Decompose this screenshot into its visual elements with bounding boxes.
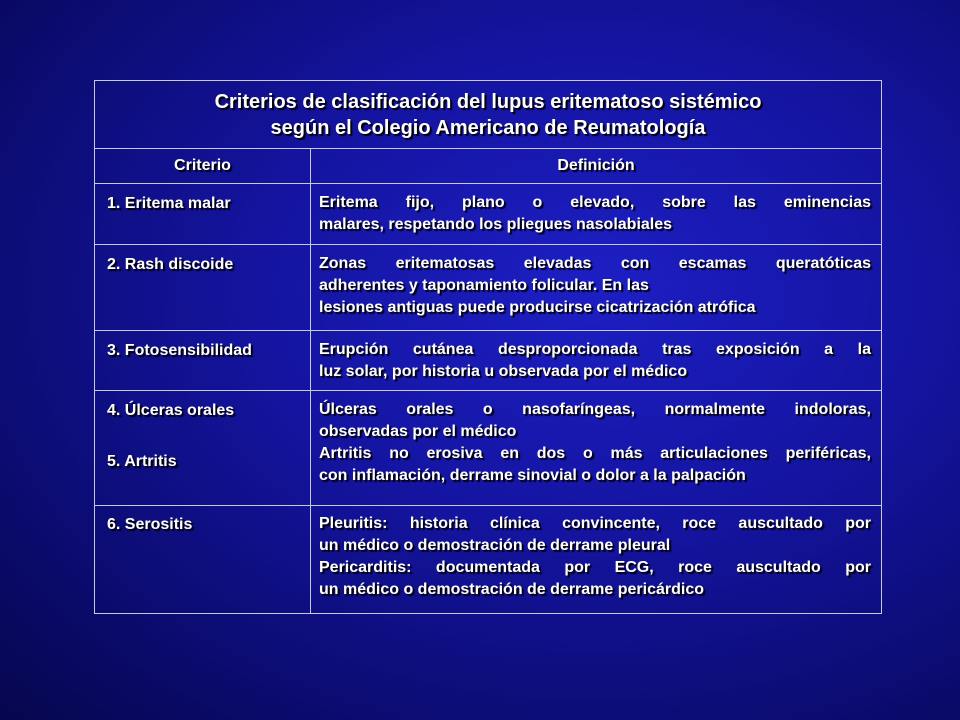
criterio-cell: 6. Serositis <box>107 516 193 533</box>
table-title-line-1: Criterios de clasificación del lupus eritematoso sistémico <box>214 90 762 113</box>
definicion-line: Erupción cutánea desproporcionada tras exposición a la <box>319 341 871 358</box>
criteria-table <box>94 80 882 614</box>
definicion-cell <box>319 513 871 601</box>
definicion-line: malares, respetando los pliegues nasolabiales <box>319 216 673 233</box>
definicion-line: Artritis no erosiva en dos o más articulaciones periféricas, <box>319 445 871 462</box>
definicion-line: observadas por el médico <box>319 423 517 440</box>
table-divider <box>95 183 881 184</box>
definicion-line: adherentes y taponamiento folicular. En las <box>319 277 649 294</box>
criterio-cell: 2. Rash discoide <box>107 256 234 273</box>
definicion-line: luz solar, por historia u observada por el médico <box>319 363 688 380</box>
table-title-line-2: según el Colegio Americano de Reumatología <box>270 116 706 139</box>
definicion-line: un médico o demostración de derrame pericárdico <box>319 581 704 598</box>
table-title <box>95 81 881 149</box>
definicion-line: con inflamación, derrame sinovial o dolor a la palpación <box>319 467 746 484</box>
header-definicion: Definición <box>557 157 635 174</box>
definicion-line: Eritema fijo, plano o elevado, sobre las eminencias <box>319 194 871 211</box>
definicion-line: Zonas eritematosas elevadas con escamas queratóticas <box>319 255 871 272</box>
column-divider <box>310 149 311 613</box>
definicion-line: Pleuritis: historia clínica convincente, roce auscultado por <box>319 515 871 532</box>
table-divider <box>95 244 881 245</box>
criterio-cell: 4. Úlceras orales <box>107 402 235 419</box>
definicion-line: un médico o demostración de derrame pleural <box>319 537 671 554</box>
criterio-cell: 5. Artritis <box>107 453 177 470</box>
definicion-line: Pericarditis: documentada por ECG, roce auscultado por <box>319 559 871 576</box>
table-divider <box>95 330 881 331</box>
header-criterio: Criterio <box>174 157 231 174</box>
table-divider <box>95 505 881 506</box>
definicion-line: Úlceras orales o nasofaríngeas, normalmente indoloras, <box>319 401 871 418</box>
criterio-cell: 1. Eritema malar <box>107 195 231 212</box>
definicion-line: lesiones antiguas puede producirse cicatrización atrófica <box>319 299 756 316</box>
table-divider <box>95 390 881 391</box>
definicion-cell <box>319 339 871 383</box>
criterio-cell: 3. Fotosensibilidad <box>107 342 252 359</box>
definicion-cell <box>319 253 871 319</box>
definicion-cell <box>319 399 871 487</box>
definicion-cell <box>319 192 871 236</box>
